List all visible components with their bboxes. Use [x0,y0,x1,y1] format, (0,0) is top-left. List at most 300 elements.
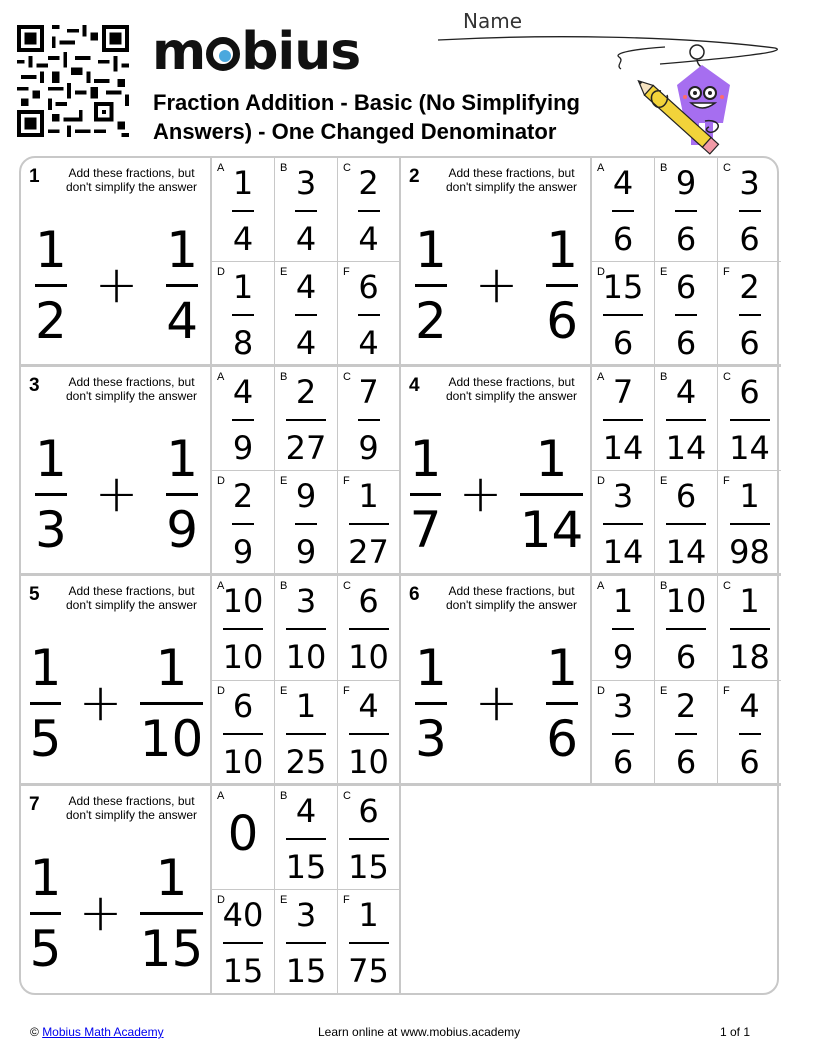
fraction-bar [35,493,67,496]
choice-letter: B [280,162,288,174]
denominator: 4 [295,220,317,258]
answer-choice-f[interactable] [718,681,781,786]
numerator: 1 [29,848,62,907]
choice-letter: E [660,475,668,487]
numerator: 1 [34,220,67,279]
numerator: 1 [414,638,447,697]
denominator: 15 [222,952,264,990]
choice-letter: D [597,475,605,487]
numerator: 4 [232,373,254,411]
answer-choice-a[interactable] [592,367,655,471]
fraction-bar [675,210,697,212]
fraction-bar [232,210,254,212]
fraction-bar [35,284,67,287]
numerator: 1 [546,638,578,697]
problem-instruction: Add these fractions, but don't simplify the answer [65,584,197,612]
answer-choice-a[interactable] [212,158,275,262]
denominator: 14 [602,533,644,571]
problem-instruction: Add these fractions, but don't simplify the answer [445,375,577,403]
fraction-bar [286,942,326,944]
problem-number: 1 [29,166,40,187]
denominator: 8 [232,324,254,362]
denominator: 2 [34,291,67,350]
fraction-bar [546,702,578,705]
fraction-bar [415,702,447,705]
fraction-bar [223,942,263,944]
choice-fraction [592,686,654,782]
choice-letter: A [597,580,605,592]
choice-fraction [655,372,717,468]
denominator: 6 [675,324,697,362]
numerator: 6 [739,373,760,411]
problem-7 [21,786,212,995]
choice-fraction [338,267,399,363]
choice-letter: E [280,685,288,697]
numerator: 10 [222,582,264,620]
numerator: 40 [222,896,264,934]
choice-letter: D [217,475,225,487]
choice-letter: C [723,371,731,383]
choice-letter: B [280,580,288,592]
answer-choice-b[interactable] [655,158,718,262]
right-fraction [520,430,584,559]
numerator: 1 [358,896,379,934]
choice-letter: F [343,266,350,278]
answer-choice-a[interactable] [212,576,275,681]
answer-choice-f[interactable] [718,471,781,576]
numerator: 2 [739,268,760,306]
answer-choice-a[interactable] [592,576,655,681]
choice-fraction [655,581,717,677]
fraction-bar [286,628,326,630]
answer-choice-e[interactable] [655,471,718,576]
problem-instruction: Add these fractions, but don't simplify the answer [445,166,577,194]
denominator: 10 [139,709,204,768]
denominator: 14 [519,500,584,559]
answer-choice-b[interactable] [655,576,718,681]
footer-learn-online: Learn online at www.mobius.academy [318,1025,521,1039]
fraction-bar [295,523,317,525]
answer-choice-e[interactable] [275,471,338,576]
right-fraction [546,639,578,768]
denominator: 25 [285,743,327,781]
choice-fraction [275,372,337,468]
answer-choice-c[interactable] [338,786,401,890]
fraction-bar [739,314,761,316]
choice-letter: B [280,790,288,802]
answer-choice-f[interactable] [338,890,401,995]
problem-instruction: Add these fractions, but don't simplify the answer [445,584,577,612]
logo-o-icon [206,37,240,71]
whole-number: 0 [227,806,259,862]
denominator: 4 [358,220,379,258]
denominator: 10 [222,638,264,676]
choice-fraction [655,267,717,363]
fraction-bar [666,523,706,525]
choice-fraction [655,163,717,259]
plus-sign: + [458,464,503,524]
choice-fraction [718,163,781,259]
choice-fraction [592,581,654,677]
denominator: 2 [414,291,447,350]
right-fraction [140,849,204,978]
choice-letter: E [660,266,668,278]
fraction-bar [739,733,761,735]
choice-fraction [338,686,399,782]
choice-letter: B [280,371,288,383]
denominator: 14 [729,429,770,467]
choice-fraction [718,581,781,677]
numerator: 1 [155,848,188,907]
qr-code [17,25,129,137]
empty-cell [401,786,777,993]
choice-letter: C [343,162,351,174]
denominator: 4 [358,324,379,362]
answer-choice-c[interactable] [718,158,781,262]
left-fraction [415,639,447,768]
right-fraction [140,639,204,768]
denominator: 4 [232,220,254,258]
fraction-bar [358,314,380,316]
choice-fraction [275,581,337,677]
answer-choice-f[interactable] [338,262,401,367]
answer-choice-e[interactable] [275,262,338,367]
denominator: 15 [348,848,389,886]
numerator: 4 [675,373,697,411]
answer-choice-d[interactable] [592,262,655,367]
answer-choice-f[interactable] [718,262,781,367]
fraction-bar [30,702,62,705]
choice-fraction [338,372,399,468]
denominator: 9 [232,533,254,571]
numerator: 1 [409,429,442,488]
numerator: 3 [612,477,634,515]
problem-number: 6 [409,584,420,605]
answer-choice-e[interactable] [655,262,718,367]
answer-choice-e[interactable] [655,681,718,786]
choice-letter: F [723,475,730,487]
choice-fraction [212,686,274,782]
choice-letter: E [280,475,288,487]
numerator: 1 [166,429,198,488]
fraction-bar [603,314,643,316]
choice-fraction [338,791,399,887]
problem-number: 3 [29,375,40,396]
answer-choice-a[interactable] [212,786,275,890]
denominator: 10 [285,638,327,676]
fraction-bar [730,523,770,525]
numerator: 1 [155,638,188,697]
answer-choice-d[interactable] [212,262,275,367]
choice-fraction [718,686,781,782]
answer-choice-b[interactable] [275,158,338,262]
denominator: 9 [166,500,198,559]
numerator: 4 [358,687,379,725]
numerator: 1 [739,477,760,515]
left-fraction [415,221,447,350]
fraction-bar [286,733,326,735]
numerator: 3 [295,896,317,934]
fraction-expression [21,628,212,778]
choice-fraction [655,686,717,782]
answer-choice-a[interactable] [212,367,275,471]
choice-letter: A [597,371,605,383]
fraction-bar [675,733,697,735]
plus-sign: + [474,255,519,315]
fraction-bar [223,628,263,630]
numerator: 2 [232,477,254,515]
denominator: 6 [546,291,578,350]
numerator: 3 [612,687,634,725]
choice-letter: C [343,371,351,383]
numerator: 6 [358,792,379,830]
denominator: 15 [285,952,327,990]
fraction-bar [739,210,761,212]
copyright-symbol: © [30,1025,39,1039]
numerator: 4 [739,687,760,725]
answer-choice-e[interactable] [275,681,338,786]
fraction-bar [286,419,326,421]
numerator: 6 [358,582,379,620]
denominator: 18 [729,638,770,676]
numerator: 1 [232,164,254,202]
numerator: 1 [535,429,568,488]
fraction-expression [401,419,592,569]
choice-fraction [338,163,399,259]
plus-sign: + [94,255,139,315]
denominator: 14 [665,533,707,571]
choice-fraction [592,476,654,572]
fraction-bar [295,314,317,316]
answer-choice-d[interactable] [212,471,275,576]
fraction-bar [415,284,447,287]
numerator: 4 [612,164,634,202]
choice-letter: C [723,580,731,592]
denominator: 6 [739,220,760,258]
fraction-bar [295,210,317,212]
fraction-bar [612,733,634,735]
fraction-bar [675,314,697,316]
numerator: 1 [739,582,760,620]
fraction-bar [166,493,198,496]
denominator: 6 [612,743,634,781]
choice-fraction [718,476,781,572]
denominator: 10 [222,743,264,781]
choice-letter: A [217,162,225,174]
choice-letter: F [723,266,730,278]
denominator: 27 [285,429,327,467]
choice-letter: B [660,162,668,174]
choice-letter: D [217,894,225,906]
numerator: 10 [665,582,707,620]
denominator: 27 [348,533,389,571]
fraction-bar [232,523,254,525]
denominator: 15 [139,919,204,978]
problem-3 [21,367,212,576]
choice-letter: F [723,685,730,697]
numerator: 1 [232,268,254,306]
fraction-bar [140,912,204,915]
fraction-bar [30,912,62,915]
answer-choice-c[interactable] [718,576,781,681]
numerator: 4 [295,268,317,306]
fraction-bar [349,628,389,630]
mobius-math-academy-link[interactable]: Mobius Math Academy [42,1025,164,1039]
numerator: 2 [675,687,697,725]
denominator: 5 [29,709,62,768]
answer-choice-f[interactable] [338,471,401,576]
answer-choice-c[interactable] [338,576,401,681]
numerator: 3 [295,582,317,620]
choice-fraction [212,372,274,468]
answer-choice-b[interactable] [275,786,338,890]
denominator: 3 [34,500,67,559]
worksheet-title: Fraction Addition - Basic (No Simplifying Answers) - One Changed Denominator [153,90,580,144]
choice-fraction [275,686,337,782]
numerator: 1 [29,638,62,697]
problem-grid [19,156,779,995]
denominator: 10 [348,743,389,781]
problem-number: 2 [409,166,420,187]
answer-choice-c[interactable] [338,367,401,471]
problem-number: 7 [29,794,40,815]
choice-letter: C [343,580,351,592]
choice-fraction [718,267,781,363]
plus-sign: + [78,673,123,733]
answer-choice-a[interactable] [592,158,655,262]
denominator: 9 [612,638,634,676]
mobius-logo: m bius [152,22,361,82]
fraction-bar [166,284,198,287]
choice-fraction [718,372,781,468]
numerator: 3 [739,164,760,202]
problem-1 [21,158,212,367]
choice-fraction [655,476,717,572]
answer-choice-c[interactable] [718,367,781,471]
denominator: 5 [29,919,62,978]
choice-letter: B [660,371,668,383]
choice-fraction [212,267,274,363]
fraction-bar [612,628,634,630]
denominator: 6 [612,220,634,258]
denominator: 15 [285,848,327,886]
choice-letter: A [217,371,225,383]
numerator: 15 [602,268,644,306]
numerator: 9 [295,477,317,515]
fraction-bar [546,284,578,287]
denominator: 4 [166,291,198,350]
numerator: 4 [295,792,317,830]
answer-choice-d[interactable] [592,681,655,786]
answer-choice-b[interactable] [655,367,718,471]
denominator: 14 [665,429,707,467]
choice-letter: D [217,266,225,278]
plus-sign: + [78,883,123,943]
choice-fraction [275,476,337,572]
numerator: 6 [675,268,697,306]
answer-choice-e[interactable] [275,890,338,995]
fraction-bar [520,493,584,496]
denominator: 6 [739,324,760,362]
denominator: 10 [348,638,389,676]
fraction-expression [21,838,212,988]
choice-letter: D [217,685,225,697]
denominator: 7 [409,500,442,559]
fraction-bar [358,419,380,421]
numerator: 1 [414,220,447,279]
fraction-bar [666,419,706,421]
choice-fraction [275,163,337,259]
numerator: 1 [34,429,67,488]
choice-fraction [275,267,337,363]
choice-fraction [275,791,337,887]
left-fraction [410,430,442,559]
answer-choice-f[interactable] [338,681,401,786]
fraction-bar [410,493,442,496]
choice-fraction [212,476,274,572]
fraction-bar [232,314,254,316]
answer-choice-d[interactable] [212,681,275,786]
fraction-bar [232,419,254,421]
problem-instruction: Add these fractions, but don't simplify the answer [65,794,197,822]
answer-choice-d[interactable] [592,471,655,576]
fraction-expression [401,210,592,360]
denominator: 14 [602,429,644,467]
choice-fraction [338,581,399,677]
problem-instruction: Add these fractions, but don't simplify the answer [65,375,197,403]
denominator: 6 [739,743,760,781]
problem-instruction: Add these fractions, but don't simplify the answer [65,166,197,194]
problem-6 [401,576,592,786]
answer-choice-d[interactable] [212,890,275,995]
denominator: 6 [675,638,697,676]
plus-sign: + [94,464,139,524]
right-fraction [546,221,578,350]
mascot-illustration [605,35,740,155]
fraction-bar [286,838,326,840]
choice-fraction [212,895,274,991]
denominator: 6 [546,709,578,768]
answer-choice-b[interactable] [275,576,338,681]
numerator: 6 [358,268,379,306]
numerator: 7 [612,373,634,411]
answer-choice-b[interactable] [275,367,338,471]
choice-letter: D [597,685,605,697]
choice-letter: F [343,685,350,697]
footer-page-number: 1 of 1 [720,1025,751,1039]
fraction-bar [666,628,706,630]
problem-number: 5 [29,584,40,605]
answer-choice-c[interactable] [338,158,401,262]
name-label: Name [463,9,523,33]
choice-letter: C [723,162,731,174]
right-fraction [166,430,198,559]
numerator: 9 [675,164,697,202]
numerator: 1 [358,477,379,515]
denominator: 3 [414,709,447,768]
problem-5 [21,576,212,786]
numerator: 2 [358,164,379,202]
fraction-bar [358,210,380,212]
numerator: 6 [232,687,254,725]
denominator: 6 [612,324,634,362]
fraction-bar [223,733,263,735]
choice-letter: F [343,475,350,487]
left-fraction [30,849,62,978]
denominator: 98 [729,533,770,571]
left-fraction [35,430,67,559]
fraction-bar [603,523,643,525]
